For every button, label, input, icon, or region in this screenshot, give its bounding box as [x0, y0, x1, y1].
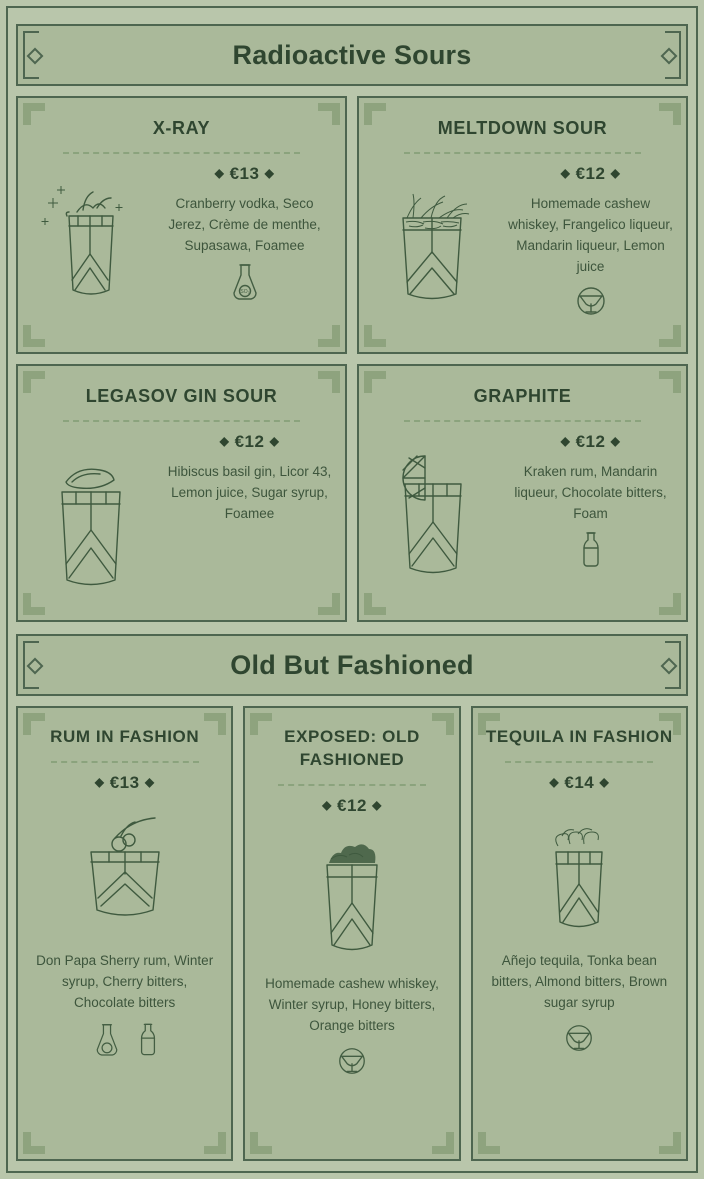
corner-ornament: [250, 1132, 272, 1154]
corner-ornament: [204, 1132, 226, 1154]
cocktail-name: LEGASOV GIN SOUR: [85, 386, 278, 406]
cocktail-price: [485, 773, 674, 793]
corner-ornament: [659, 1132, 681, 1154]
diamond-icon: ◆: [214, 166, 225, 181]
coupe-glass-icon: [563, 1020, 595, 1056]
divider: [51, 761, 199, 763]
cocktail-illustration-rocks-glass-cherry: [30, 801, 219, 941]
cocktail-name: RUM IN FASHION: [50, 727, 200, 746]
diamond-icon: ◆: [219, 434, 230, 449]
cocktail-illustration-tall-glass-smoke: [485, 801, 674, 941]
corner-ornament: [23, 1132, 45, 1154]
corner-ornament: [478, 1132, 500, 1154]
cocktail-description: Kraken rum, Mandarin liqueur, Chocolate bitters, Foam: [514, 464, 667, 522]
cocktail-name: TEQUILA IN FASHION: [485, 727, 673, 746]
cocktail-description: Homemade cashew whiskey, Winter syrup, Honey bitters, Orange bitters: [265, 975, 439, 1033]
diamond-icon: ◆: [560, 166, 571, 181]
cocktail-card-exposed-old-fashioned[interactable]: [243, 706, 460, 1161]
cocktail-description: Don Papa Sherry rum, Winter syrup, Cherry bitters, Chocolate bitters: [36, 952, 214, 1010]
cocktail-price: [257, 796, 446, 816]
cocktail-description: Añejo tequila, Tonka bean bitters, Almond bitters, Brown sugar syrup: [491, 952, 668, 1010]
cocktail-price: [166, 432, 333, 452]
cocktail-name: EXPOSED: OLD FASHIONED: [284, 727, 420, 769]
banner-notch-right: [661, 658, 678, 675]
price-value: €12: [575, 164, 606, 184]
flask-icon: [227, 261, 263, 301]
banner-notch-right: [661, 48, 678, 65]
corner-ornament: [318, 325, 340, 347]
divider: [404, 420, 640, 422]
cocktail-illustration-tall-glass-herbs: [371, 164, 501, 320]
svg-text:SO₂: SO₂: [239, 289, 250, 296]
cocktail-name: X-RAY: [152, 118, 211, 138]
bottle-icon: [137, 1020, 159, 1058]
cocktail-description: Hibiscus basil gin, Licor 43, Lemon juice, Sugar syrup, Foamee: [167, 464, 332, 522]
cocktail-description: Cranberry vodka, Seco Jerez, Crème de menthe, Supasawa, Foamee: [168, 196, 321, 254]
cocktail-card-meltdown-sour[interactable]: [357, 96, 688, 354]
price-value: €14: [564, 772, 595, 792]
price-value: €12: [234, 432, 265, 452]
cocktail-card-legasov-gin-sour[interactable]: [16, 364, 347, 622]
section-banner-old-but-fashioned: [16, 634, 688, 696]
price-value: €13: [229, 164, 260, 184]
flask-icon: [91, 1020, 123, 1058]
cocktail-description: Homemade cashew whiskey, Frangelico liqueur, Mandarin liqueur, Lemon juice: [508, 196, 673, 275]
divider: [278, 784, 426, 786]
diamond-icon: ◆: [94, 774, 105, 789]
diamond-icon: ◆: [599, 774, 610, 789]
banner-notch-left: [27, 48, 44, 65]
diamond-icon: ◆: [610, 166, 621, 181]
diamond-icon: ◆: [144, 774, 155, 789]
section-title: Radioactive Sours: [232, 39, 472, 70]
cocktail-illustration-tall-glass-citrus: [371, 432, 501, 598]
banner-notch-left: [27, 658, 44, 675]
cocktail-name: MELTDOWN SOUR: [437, 118, 608, 138]
cocktail-card-tequila-in-fashion[interactable]: [471, 706, 688, 1161]
cocktail-price: [507, 164, 674, 184]
cocktail-card-graphite[interactable]: [357, 364, 688, 622]
section-banner-radioactive-sours: [16, 24, 688, 86]
section-title: Old But Fashioned: [230, 649, 474, 680]
card-grid-radioactive-sours: [16, 96, 688, 622]
diamond-icon: ◆: [372, 797, 382, 812]
price-value: €12: [575, 432, 606, 452]
corner-ornament: [659, 325, 681, 347]
coupe-glass-icon: [574, 282, 608, 320]
diamond-icon: ◆: [269, 434, 280, 449]
cocktail-illustration-tall-glass-cucumber: [30, 432, 160, 598]
divider: [404, 152, 640, 154]
cocktail-name: GRAPHITE: [473, 386, 572, 406]
cocktail-price: [30, 773, 219, 793]
diamond-icon: ◆: [610, 434, 621, 449]
cocktail-price: [507, 432, 674, 452]
card-grid-old-but-fashioned: [16, 706, 688, 1161]
diamond-icon: ◆: [264, 166, 275, 181]
diamond-icon: ◆: [549, 774, 560, 789]
corner-ornament: [23, 325, 45, 347]
cocktail-illustration-tall-glass-sparkle: [30, 164, 150, 320]
divider: [63, 420, 299, 422]
divider: [63, 152, 299, 154]
cocktail-price: [156, 164, 333, 184]
diamond-icon: ◆: [560, 434, 571, 449]
price-value: €13: [109, 772, 140, 792]
cocktail-illustration-tall-glass-dark-foam: [257, 824, 446, 964]
coupe-glass-icon: [336, 1043, 368, 1079]
divider: [505, 761, 653, 763]
cocktail-card-rum-in-fashion[interactable]: [16, 706, 233, 1161]
price-value: €12: [337, 795, 367, 815]
corner-ornament: [364, 325, 386, 347]
bottle-icon: [579, 529, 603, 569]
diamond-icon: ◆: [322, 797, 332, 812]
corner-ornament: [432, 1132, 454, 1154]
cocktail-card-x-ray[interactable]: [16, 96, 347, 354]
